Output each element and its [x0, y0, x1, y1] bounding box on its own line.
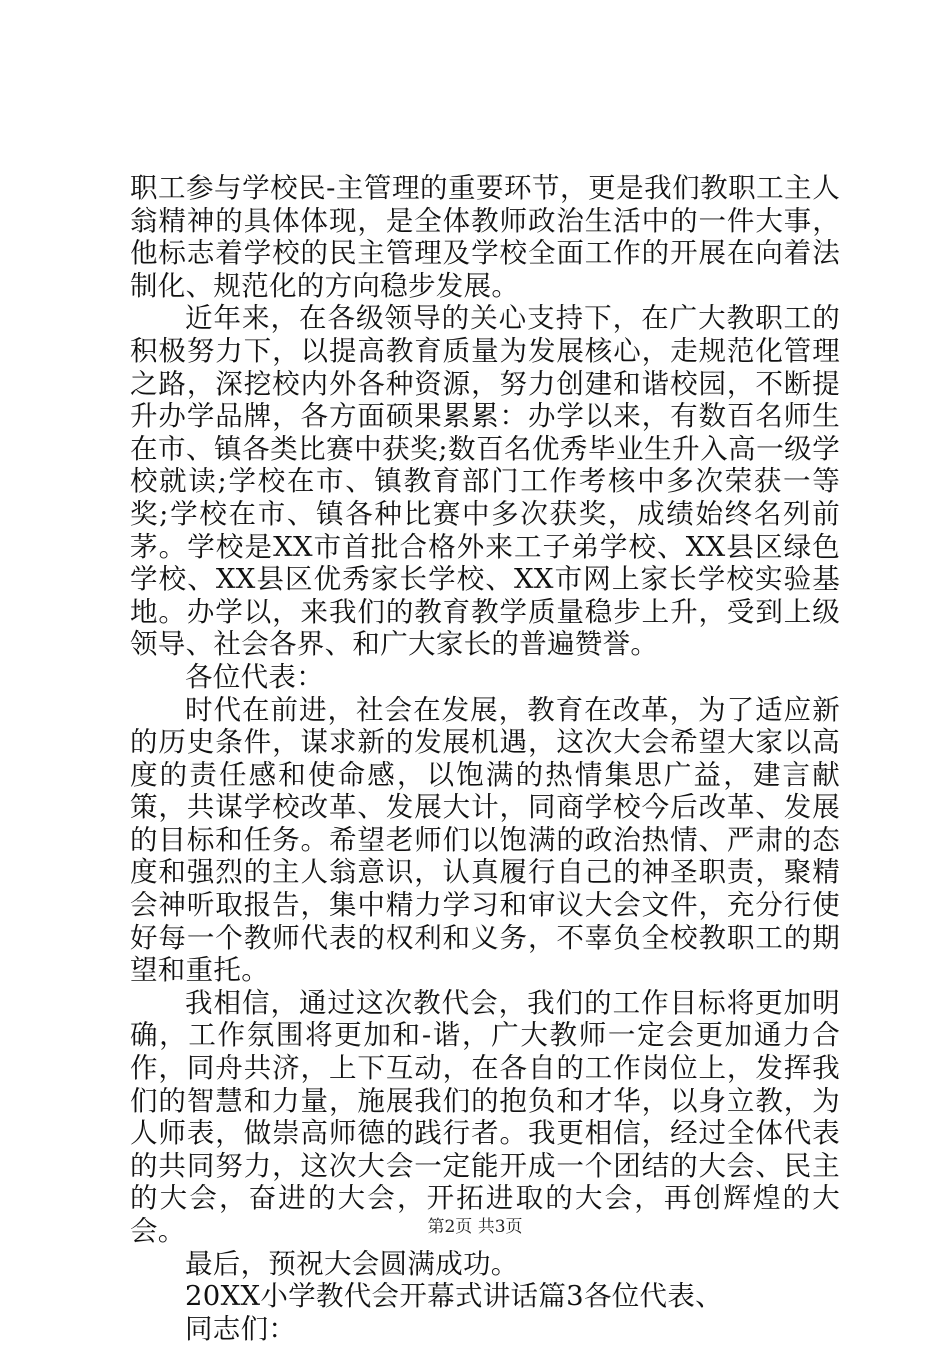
paragraph-belief: 我相信，通过这次教代会，我们的工作目标将更加明确，工作氛围将更加和-谐，广大教师一定会更加通力合作，同舟共济，上下互动，在各自的工作岗位上，发挥我们的智慧和力量，施展我们的抱负和才华，以身立教，为人师表，做崇高师德的践行者。我更相信，经过全体代表的共同努力，这次大会一定能开成一个团结的大会、民主的大会，奋进的大会，开拓进取的大会，再创辉煌的大会。 — [130, 986, 840, 1247]
paragraph-continuation: 职工参与学校民-主管理的重要环节，更是我们教职工主人翁精神的具体体现，是全体教师政治生活中的一件大事，他标志着学校的民主管理及学校全面工作的开展在向着法制化、规范化的方向稳步发展。 — [130, 172, 840, 302]
paragraph-next-salutation: 同志们： — [185, 1312, 297, 1345]
paragraph-salutation: 各位代表： — [185, 660, 324, 693]
paragraph-next-speech-title: 20XX小学教代会开幕式讲话篇3各位代表、 — [185, 1280, 723, 1313]
page-number-footer: 第2页 共3页 — [427, 1217, 523, 1237]
paragraph-achievements: 近年来，在各级领导的关心支持下，在广大教职工的积极努力下，以提高教育质量为发展核心，走规范化管理之路，深挖校内外各种资源，努力创建和谐校园，不断提升办学品牌，各方面硕果累累：办学以来，有数百名师生在市、镇各类比赛中获奖;数百名优秀毕业生升入高一级学校就读;学校在市、镇教育部门工作考核中多次荣获一等奖;学校在市、镇各种比赛中多次获奖，成绩始终名列前茅。学校是XX市首批合格外来工子弟学校、XX县区绿色学校、XX县区优秀家长学校、XX市网上家长学校实验基地。办学以，来我们的教育教学质量稳步上升，受到上级领导、社会各界、和广大家长的普遍赞誉。 — [130, 302, 840, 661]
document-body — [130, 172, 840, 1345]
paragraph-era-progress: 时代在前进，社会在发展，教育在改革，为了适应新的历史条件，谋求新的发展机遇，这次大会希望大家以高度的责任感和使命感，以饱满的热情集思广益，建言献策，共谋学校改革、发展大计，同商学校今后改革、发展的目标和任务。希望老师们以饱满的政治热情、严肃的态度和强烈的主人翁意识，认真履行自己的神圣职责，聚精会神听取报告，集中精力学习和审议大会文件，充分行使好每一个教师代表的权利和义务，不辜负全校教职工的期望和重托。 — [130, 693, 840, 987]
paragraph-closing-wish: 最后，预祝大会圆满成功。 — [185, 1247, 519, 1280]
